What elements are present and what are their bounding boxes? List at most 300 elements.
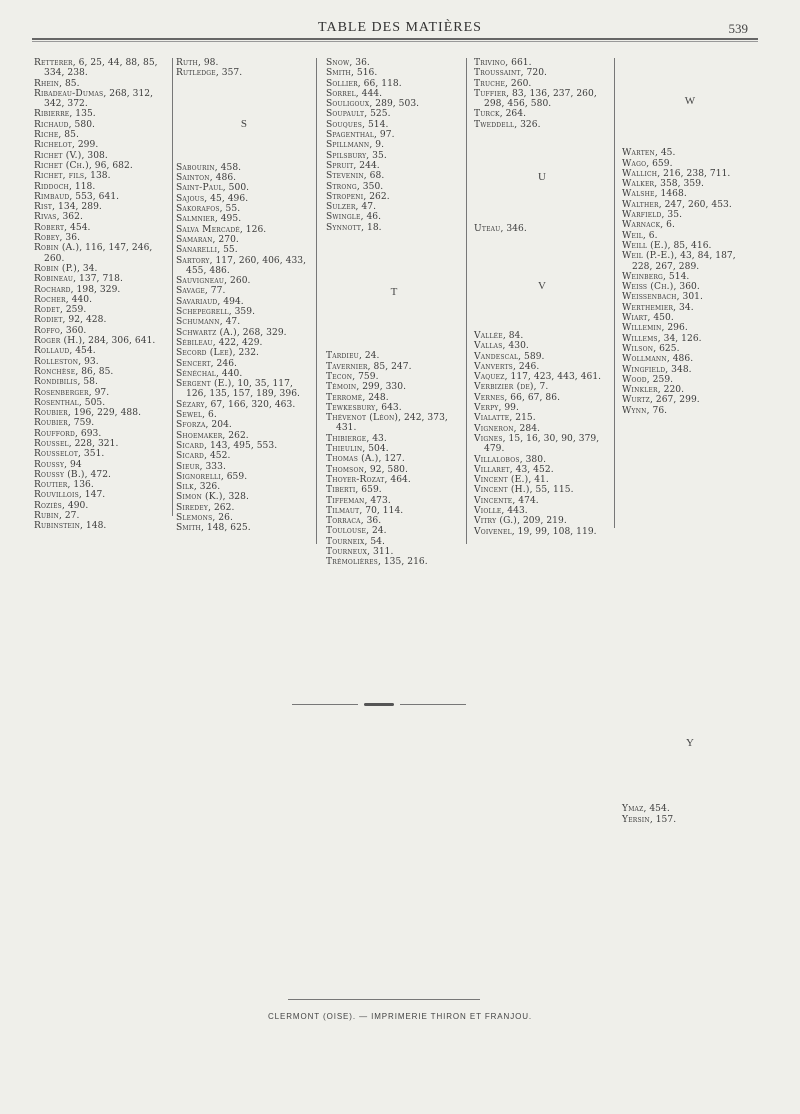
page-references: , 36. — [360, 516, 382, 527]
page-references: , 6. — [202, 410, 217, 421]
index-entry — [474, 465, 610, 475]
author-name: Tewkesbury — [326, 402, 376, 413]
author-name: Sajous — [176, 193, 205, 204]
page-references: , 693. — [75, 428, 102, 439]
index-entry — [34, 192, 170, 202]
author-name: Werthemier — [622, 302, 674, 313]
index-entry — [622, 375, 758, 385]
index-entry — [326, 465, 462, 475]
page-references: , 41. — [528, 475, 549, 486]
page-references: , 54. — [364, 536, 385, 547]
page-references: , 348. — [665, 364, 692, 375]
index-entry — [474, 413, 610, 423]
page-references: , 135, 216. — [377, 557, 428, 568]
author-name: Thoyer-Rozat — [326, 474, 385, 485]
author-name: Témoin — [326, 382, 357, 393]
index-entry — [326, 151, 462, 161]
author-name: Vaquez — [474, 372, 505, 383]
page-references: , 27. — [58, 511, 80, 522]
author-name: Ronchèse — [34, 366, 76, 377]
author-name: Wynn — [622, 405, 647, 416]
index-entry — [326, 547, 462, 557]
index-column-5 — [622, 58, 758, 825]
page-references: , 83, 136, 237, 260, 298, 456, 580. — [484, 88, 597, 110]
index-entry — [176, 523, 312, 533]
index-entry — [34, 367, 170, 377]
index-entry — [34, 264, 170, 274]
author-name: Schepegrell — [176, 307, 229, 318]
author-name: Sézary — [176, 399, 205, 410]
page-references: , 77. — [204, 286, 226, 297]
index-entry — [34, 233, 170, 243]
page-references: , 289, 503. — [369, 99, 420, 110]
page-references: , 464. — [384, 474, 411, 485]
author-name: Vincent (H.) — [474, 485, 530, 496]
page-references: , 58. — [77, 377, 98, 388]
author-name: Richet (Ch.) — [34, 160, 89, 171]
page-references: , 18. — [361, 222, 382, 233]
author-name: Robert — [34, 222, 65, 233]
index-entry — [326, 496, 462, 506]
author-name: Rimbaud — [34, 191, 70, 202]
index-entry — [34, 202, 170, 212]
index-entry — [326, 485, 462, 495]
index-entry — [622, 804, 758, 814]
author-name: Truche — [474, 78, 506, 89]
author-name: Salmnier — [176, 214, 215, 225]
page-references: , 127. — [378, 454, 405, 465]
author-name: Spillmann — [326, 140, 370, 151]
author-name: Wiart — [622, 313, 648, 324]
index-entry — [326, 212, 462, 222]
index-entry — [34, 315, 170, 325]
page-references: , 308. — [81, 150, 108, 161]
page-references: , 299, 330. — [356, 382, 407, 393]
index-entry — [326, 537, 462, 547]
index-entry — [474, 434, 610, 455]
page-references: , 36. — [349, 58, 370, 68]
index-entry — [176, 297, 312, 307]
page-references: , 134, 289. — [52, 202, 102, 213]
page-references: , 43, 452. — [509, 464, 554, 475]
author-name: Sorrel — [326, 88, 356, 99]
author-name: Sébileau — [176, 337, 213, 348]
page-references: , 24. — [358, 351, 380, 362]
author-name: Walker — [622, 179, 655, 190]
page-references: , 6, 25, 44, 88, 85, 334, 238. — [44, 58, 158, 79]
index-entry — [474, 475, 610, 485]
index-entry — [622, 148, 758, 158]
page-references: , 85. — [58, 130, 79, 141]
page-references: , 204. — [205, 420, 232, 431]
index-entry — [176, 513, 312, 523]
page-references: , 66, 118. — [357, 78, 402, 89]
author-name: Thieulin — [326, 444, 363, 455]
author-name: Roffo — [34, 325, 61, 336]
index-entry — [176, 328, 312, 338]
page-references: , 504. — [362, 444, 389, 455]
author-name: Sauvigneau — [176, 276, 225, 287]
author-name: Thomson — [326, 464, 365, 475]
index-entry — [34, 336, 170, 346]
author-name: Roubier — [34, 418, 68, 429]
page-references: , 45, 496. — [204, 193, 249, 204]
page-references: , 84. — [502, 330, 524, 341]
index-entry — [176, 482, 312, 492]
page-references: , 360. — [673, 282, 700, 293]
index-entry — [34, 285, 170, 295]
page-references: , 138. — [84, 171, 111, 182]
index-entry — [474, 527, 610, 537]
author-name: Roussy (B.) — [34, 469, 85, 480]
author-name: Sartory — [176, 255, 210, 266]
index-entry — [622, 210, 758, 220]
author-name: Wingfield — [622, 364, 666, 375]
page-references: , 357. — [215, 68, 243, 79]
index-entry — [176, 214, 312, 224]
page-references: , 34. — [673, 302, 694, 313]
index-entry — [474, 109, 610, 119]
page-references: , 422, 429. — [212, 337, 263, 348]
author-name: Warnack — [622, 220, 661, 231]
page-references: , 15, 16, 30, 90, 379, 479. — [484, 433, 600, 455]
index-entry — [326, 140, 462, 150]
index-entry — [34, 140, 170, 150]
page-references: , 46. — [360, 212, 382, 223]
index-entry — [622, 179, 758, 189]
author-name: Rocher — [34, 294, 66, 305]
page-references: , 430. — [502, 341, 529, 352]
author-name: Rubinstein — [34, 521, 81, 532]
author-name: Robin (P.) — [34, 263, 77, 274]
page-references: , 328. — [222, 492, 249, 503]
index-entry — [622, 323, 758, 333]
page-references: , 454. — [643, 804, 670, 815]
page-references: , 490. — [62, 500, 89, 511]
author-name: Rodiet — [34, 315, 63, 326]
author-name: Vignes — [474, 433, 503, 444]
author-name: Weill (E.) — [622, 240, 668, 251]
author-name: Swingle — [326, 212, 361, 223]
author-name: Sabourin — [176, 162, 215, 173]
author-name: Soupault — [326, 109, 365, 120]
index-entry — [34, 171, 170, 181]
page-references: , 34. — [76, 263, 98, 274]
page-references: , 55. — [217, 245, 238, 256]
index-entry — [326, 475, 462, 485]
index-entry — [176, 194, 312, 204]
page-references: , 259. — [59, 305, 87, 316]
author-name: Tweddell — [474, 119, 515, 130]
page-references: , 126. — [239, 224, 267, 235]
author-name: Thibierge — [326, 433, 367, 444]
page-references: , 19, 99, 108, 119. — [511, 526, 597, 537]
author-name: Roufford — [34, 428, 75, 439]
page-references: , 380. — [519, 454, 547, 465]
author-name: Rousselot — [34, 449, 79, 460]
page-references: , 514. — [663, 271, 690, 282]
index-entry — [326, 68, 462, 78]
author-name: Sainton — [176, 173, 210, 184]
index-entry — [176, 410, 312, 420]
author-name: Wollmann — [622, 354, 667, 365]
page-references: , 116, 147, 246, 260. — [44, 243, 153, 264]
index-entry — [176, 441, 312, 451]
index-entry — [474, 455, 610, 465]
index-entry — [176, 379, 312, 400]
index-entry — [176, 173, 312, 183]
index-entry — [326, 454, 462, 464]
index-column-1 — [34, 58, 170, 532]
page-references: , 148. — [80, 521, 107, 532]
author-name: Rollaud — [34, 346, 70, 357]
section-letter-v: V — [538, 279, 546, 292]
index-entry — [176, 451, 312, 461]
index-entry — [34, 346, 170, 356]
author-name: Tourneix — [326, 536, 365, 547]
author-name: Rist — [34, 202, 53, 213]
page-references: , 589. — [518, 351, 545, 362]
author-name: Vallée — [474, 330, 503, 341]
author-name: Torraca — [326, 516, 361, 527]
page-references: , 24. — [366, 526, 387, 537]
index-entry — [176, 204, 312, 214]
index-entry — [474, 352, 610, 362]
index-entry — [622, 344, 758, 354]
author-name: Stropeni — [326, 191, 364, 202]
page-references: , 452. — [204, 451, 231, 462]
author-name: Schumann — [176, 317, 220, 328]
page-references: , 625. — [653, 343, 680, 354]
author-name: Souligoux — [326, 99, 370, 110]
page-references: , 267, 299. — [650, 395, 700, 406]
index-entry — [622, 354, 758, 364]
index-entry — [326, 557, 462, 567]
page-references: , 505. — [78, 397, 106, 408]
index-entry — [326, 192, 462, 202]
page-references: , 55. — [219, 204, 241, 215]
section-letter-y: Y — [686, 737, 694, 750]
author-name: Roubier — [34, 408, 68, 419]
page-references: , 659. — [355, 485, 382, 496]
index-entry — [176, 163, 312, 173]
page-references: , 440. — [65, 294, 93, 305]
index-entry — [176, 369, 312, 379]
author-name: Vallas — [474, 341, 503, 352]
author-name: Willemin — [622, 323, 662, 334]
page-references: , 228, 321. — [68, 438, 119, 449]
index-entry — [176, 256, 312, 277]
index-entry — [34, 357, 170, 367]
index-entry — [176, 462, 312, 472]
section-letter-w: W — [684, 95, 696, 107]
page-references: , 47. — [355, 202, 377, 213]
author-name: Tilmaut — [326, 505, 360, 516]
section-letter-t: T — [390, 286, 398, 299]
author-name: Rhein — [34, 78, 60, 89]
page-references: , 97. — [88, 387, 110, 398]
index-entry — [622, 365, 758, 375]
author-name: Sakorafos — [176, 204, 220, 215]
page-references: , 85, 247. — [367, 361, 412, 372]
author-name: Sewel — [176, 410, 203, 421]
index-entry — [326, 99, 462, 109]
page-references: , 117, 260, 406, 433, 455, 486. — [186, 255, 307, 276]
page-references: , 326. — [514, 119, 541, 130]
section-letter-s: S — [240, 117, 248, 130]
index-entry — [326, 202, 462, 212]
author-name: Weil (P.-E.) — [622, 251, 675, 262]
author-name: Snow — [326, 58, 350, 68]
page-references: , 268, 329. — [236, 327, 287, 338]
author-name: Silk — [176, 482, 194, 493]
author-name: Sencert — [176, 358, 211, 369]
author-name: Ribadeau-Dumas — [34, 88, 104, 99]
index-entry — [326, 182, 462, 192]
page-references: , 35. — [366, 150, 387, 161]
page-references: , 350. — [356, 181, 384, 192]
author-name: Wago — [622, 158, 647, 169]
index-entry — [176, 235, 312, 245]
author-name: Rouvillois — [34, 490, 79, 501]
index-entry — [34, 305, 170, 315]
author-name: Turck — [474, 109, 500, 120]
page-references: , 458. — [214, 162, 242, 173]
page-references: , 68. — [363, 171, 385, 182]
index-entry — [474, 372, 610, 382]
page-references: , 362. — [56, 212, 83, 223]
index-entry — [34, 120, 170, 130]
author-name: Roussel — [34, 438, 69, 449]
index-entry — [176, 492, 312, 502]
index-entry — [326, 506, 462, 516]
page-references: , 147. — [78, 490, 106, 501]
page-references: , 93. — [78, 356, 99, 367]
column-divider — [172, 58, 173, 516]
index-entry — [176, 276, 312, 286]
author-name: Verpy — [474, 403, 499, 414]
page-references: , 246. — [513, 361, 540, 372]
index-entry — [474, 79, 610, 89]
printer-imprint: CLERMONT (OISE). — IMPRIMERIE THIRON ET FRANJOU. — [267, 1012, 533, 1021]
index-entry — [474, 424, 610, 434]
author-name: Vitry (G.) — [474, 516, 518, 527]
index-entry — [34, 408, 170, 418]
author-name: Rivas — [34, 212, 57, 223]
page-references: , 720. — [520, 68, 547, 79]
index-column-4 — [474, 58, 610, 537]
index-entry — [176, 58, 312, 68]
author-name: Salva Mercadé — [176, 224, 240, 235]
author-name: Roussy — [34, 459, 65, 470]
index-entry — [34, 151, 170, 161]
index-entry — [34, 511, 170, 521]
index-entry — [622, 385, 758, 395]
author-name: Wurtz — [622, 395, 650, 406]
page-references: , 43. — [366, 433, 387, 444]
index-entry — [176, 359, 312, 369]
index-entry — [622, 200, 758, 210]
page-references: , 99. — [498, 403, 519, 414]
index-entry — [474, 331, 610, 341]
page-references: , 333. — [199, 461, 226, 472]
index-entry — [326, 171, 462, 181]
author-name: Tardieu — [326, 351, 359, 362]
page-references: , 351. — [78, 449, 105, 460]
page-references: , 444. — [355, 88, 383, 99]
index-entry — [622, 159, 758, 169]
index-entry — [176, 472, 312, 482]
page-references: , 514. — [362, 119, 389, 130]
author-name: Tiffeman — [326, 495, 365, 506]
index-entry — [176, 348, 312, 358]
page-references: , 525. — [364, 109, 391, 120]
author-name: Spilsbury — [326, 150, 367, 161]
page-references: , 97. — [374, 130, 395, 141]
index-entry — [622, 251, 758, 272]
author-name: Slemons — [176, 512, 213, 523]
index-entry — [326, 434, 462, 444]
index-entry — [474, 68, 610, 78]
index-entry — [326, 382, 462, 392]
index-entry — [474, 393, 610, 403]
author-name: Vanverts — [474, 361, 513, 372]
index-entry — [34, 460, 170, 470]
page-references: , 137, 718. — [73, 274, 123, 285]
index-entry — [34, 182, 170, 192]
author-name: Thévenot (Léon) — [326, 413, 399, 424]
author-name: Voivenel — [474, 526, 512, 537]
page-references: , 85. — [59, 78, 80, 89]
page-references: , 262. — [363, 191, 390, 202]
page-references: , 474. — [512, 495, 539, 506]
author-name: Warten — [622, 148, 655, 159]
index-entry — [34, 58, 170, 79]
author-name: Richet, fils — [34, 171, 85, 182]
page-references: , 247, 260, 453. — [658, 199, 732, 210]
author-name: Strong — [326, 181, 357, 192]
index-entry — [622, 313, 758, 323]
author-name: Sieur — [176, 461, 200, 472]
page-references: , 494. — [217, 296, 244, 307]
author-name: Richet (V.) — [34, 150, 82, 161]
page-references: , 659. — [646, 158, 673, 169]
author-name: Sanarelli — [176, 245, 218, 256]
page-references: , 296. — [661, 323, 688, 334]
page-references: , 260. — [505, 78, 532, 89]
index-entry — [474, 485, 610, 495]
index-entry — [34, 274, 170, 284]
index-column-3 — [326, 58, 462, 568]
author-name: Sergent (E.) — [176, 379, 232, 390]
page-references: , 216, 238, 711. — [657, 168, 731, 179]
page-references: , 6. — [660, 220, 675, 231]
author-name: Vernes — [474, 392, 505, 403]
index-entry — [622, 169, 758, 179]
index-entry — [474, 516, 610, 526]
page-references: , 553, 641. — [69, 191, 120, 202]
index-entry — [326, 120, 462, 130]
page-references: , 209, 219. — [517, 516, 567, 527]
index-entry — [34, 79, 170, 89]
index-entry — [474, 382, 610, 392]
index-entry — [34, 377, 170, 387]
index-entry — [326, 403, 462, 413]
index-entry — [622, 272, 758, 282]
index-entry — [622, 189, 758, 199]
index-entry — [326, 89, 462, 99]
index-entry — [326, 526, 462, 536]
